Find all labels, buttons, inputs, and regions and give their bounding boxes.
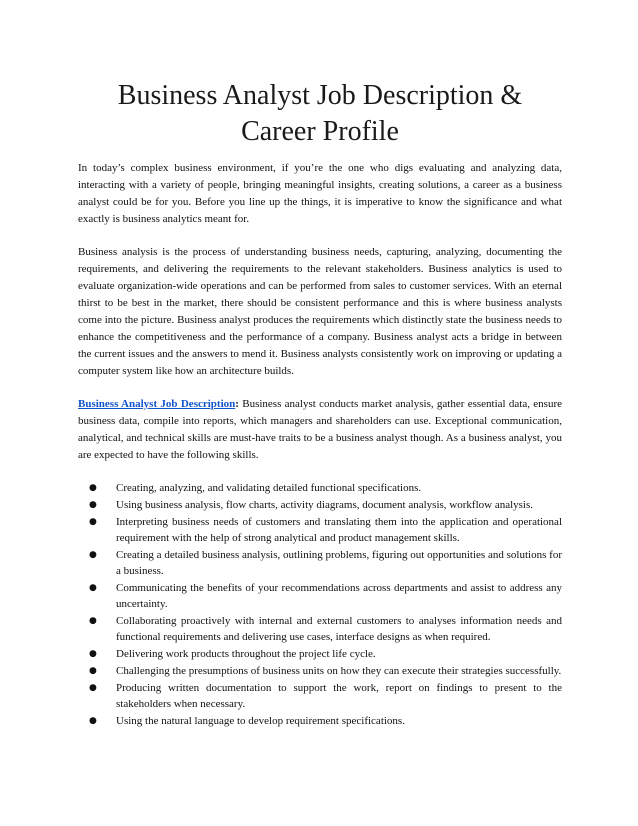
list-item xyxy=(78,497,562,513)
bullet-icon: ● xyxy=(89,517,97,527)
business-analysis-paragraph: Business analysis is the process of understanding business needs, capturing, analyzing, documenting the requirements, and delivering the requirements to the relevant stakeholders. Business analytics is used to evaluate organization-wide operations and can be performed from sales to customer services. With an eternal thirst to be best in the market, there should be consistent performance and this is where business analysts come into the picture. Business analyst produces the requirements which distinctly state the business needs to enhance the competitiveness and the performance of a company. Business analyst acts a bridge in between the current issues and the answers to mend it. Business analysts consistently work on improving or updating a computer system like how an architecture builds. xyxy=(78,246,562,377)
page-title xyxy=(78,78,562,150)
list-item xyxy=(78,547,562,579)
bullet-icon: ● xyxy=(89,583,97,593)
bullet-icon: ● xyxy=(89,649,97,659)
list-item xyxy=(78,663,562,679)
bullet-icon: ● xyxy=(89,616,97,626)
bullet-icon: ● xyxy=(89,550,97,560)
list-item xyxy=(78,613,562,645)
job-description-text: Business analyst conducts market analysis, gather essential data, ensure business data, compile into reports, which managers and shareholders can use. Exceptional communication, analytical, and technical skills are must-have traits to be a business analyst though. As a business analyst, you are expected to have the following skills. xyxy=(78,398,562,461)
list-item-text: Collaborating proactively with internal and external customers to analyses information needs and functional requirements and delivering use cases, interface designs as when required. xyxy=(116,615,562,643)
job-description-colon: : xyxy=(235,398,239,410)
bullet-icon: ● xyxy=(89,483,97,493)
list-item-text: Delivering work products throughout the project life cycle. xyxy=(116,648,376,660)
bullet-icon: ● xyxy=(89,683,97,693)
job-description-link[interactable]: Business Analyst Job Description xyxy=(78,398,236,410)
bullet-icon: ● xyxy=(89,500,97,510)
intro-paragraph: In today’s complex business environment, if you’re the one who digs evaluating and analyzing data, interacting with a variety of people, bringing meaningful insights, creating solutions, a career as a business analyst could be for you. Before you line up the things, it is imperative to know the significance and what exactly is business analytics meant for. xyxy=(78,162,562,225)
list-item xyxy=(78,646,562,662)
list-item xyxy=(78,680,562,712)
list-item xyxy=(78,713,562,729)
list-item xyxy=(78,480,562,496)
list-item xyxy=(78,514,562,546)
bullet-icon: ● xyxy=(89,716,97,726)
list-item-text: Using the natural language to develop requirement specifications. xyxy=(116,715,405,727)
skills-list xyxy=(78,480,562,729)
list-item-text: Creating a detailed business analysis, outlining problems, figuring out opportunities and solutions for a business. xyxy=(116,549,562,577)
list-item-text: Producing written documentation to support the work, report on findings to present to the stakeholders when necessary. xyxy=(116,682,562,710)
list-item-text: Interpreting business needs of customers and translating them into the application and operational requirement with the help of strong analytical and product management skills. xyxy=(116,516,562,544)
list-item xyxy=(78,580,562,612)
list-item-text: Communicating the benefits of your recommendations across departments and assist to address any uncertainty. xyxy=(116,582,562,610)
job-description-paragraph xyxy=(78,396,562,464)
list-item-text: Challenging the presumptions of business units on how they can execute their strategies successfully. xyxy=(116,665,562,677)
list-item-text: Using business analysis, flow charts, activity diagrams, document analysis, workflow analysis. xyxy=(116,499,534,511)
title-line-1: Business Analyst Job Description & xyxy=(117,80,523,111)
list-item-text: Creating, analyzing, and validating detailed functional specifications. xyxy=(116,482,422,494)
bullet-icon: ● xyxy=(89,666,97,676)
title-line-2: Career Profile xyxy=(241,116,399,147)
